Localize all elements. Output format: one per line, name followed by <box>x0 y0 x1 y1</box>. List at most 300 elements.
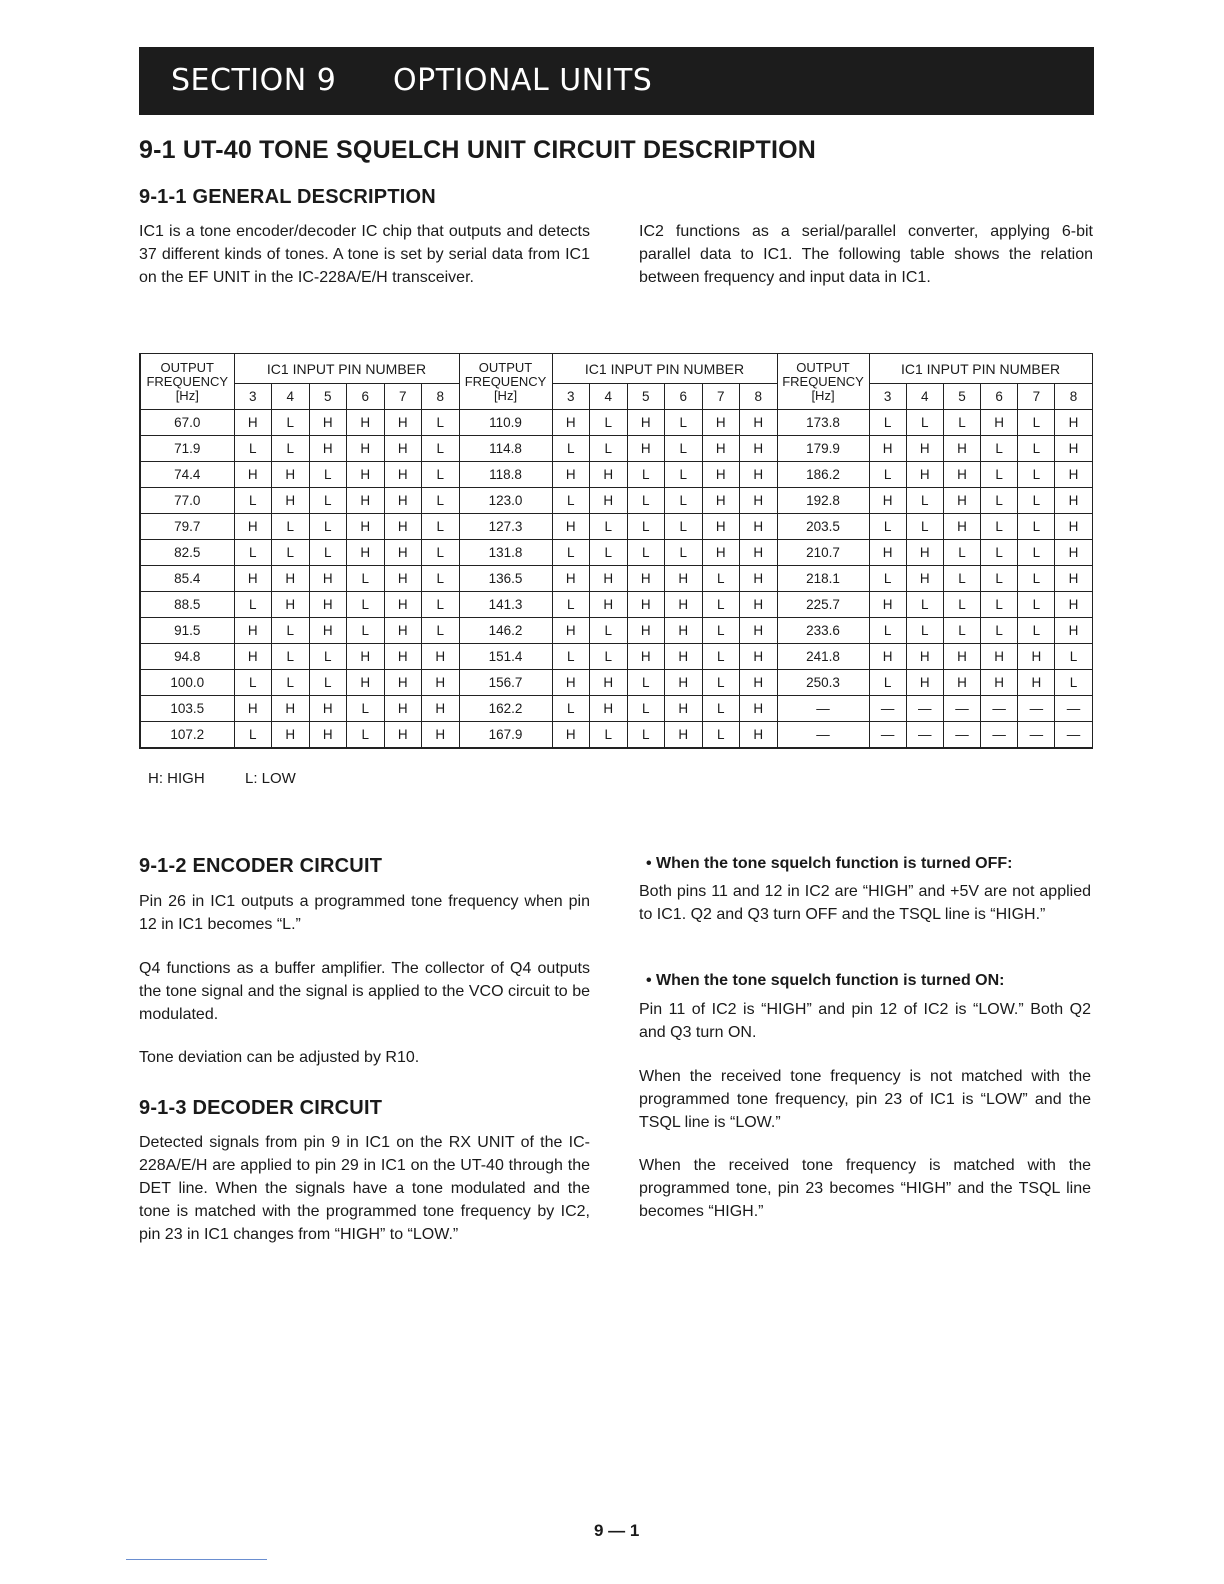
pin-level-cell: H <box>552 462 590 488</box>
frequency-cell: 82.5 <box>140 540 234 566</box>
pin-number-cell: 3 <box>869 384 906 410</box>
frequency-cell: 146.2 <box>459 618 552 644</box>
pin-level-cell: H <box>702 462 740 488</box>
pin-level-cell: H <box>384 462 422 488</box>
legend-high: H: HIGH <box>148 770 205 787</box>
pin-level-cell: H <box>1018 670 1055 696</box>
table-header-row <box>140 354 1092 384</box>
pin-level-cell: L <box>943 566 980 592</box>
pin-level-cell: H <box>384 488 422 514</box>
table-row <box>140 670 1092 696</box>
tone-frequency-table <box>139 353 1093 749</box>
frequency-cell: 103.5 <box>140 696 234 722</box>
pin-group-header: IC1 INPUT PIN NUMBER <box>552 354 777 384</box>
pin-level-cell: L <box>869 462 906 488</box>
pin-level-cell: L <box>943 410 980 436</box>
pin-number-cell: 6 <box>347 384 385 410</box>
pin-level-cell: L <box>309 540 347 566</box>
pin-level-cell: H <box>906 436 943 462</box>
pin-level-cell: L <box>627 488 665 514</box>
pin-level-cell: H <box>943 514 980 540</box>
pin-level-cell: H <box>552 722 590 749</box>
pin-level-cell: L <box>590 410 628 436</box>
pin-level-cell: H <box>347 488 385 514</box>
frequency-cell: 173.8 <box>777 410 869 436</box>
pin-level-cell: H <box>665 618 703 644</box>
encoder-paragraph-1: Pin 26 in IC1 outputs a programmed tone frequency when pin 12 in IC1 becomes “L.” <box>139 893 590 933</box>
pin-level-cell: L <box>1018 488 1055 514</box>
pin-level-cell: L <box>309 514 347 540</box>
pin-level-cell: H <box>552 618 590 644</box>
pin-level-cell: H <box>740 488 778 514</box>
pin-level-cell: H <box>422 644 460 670</box>
section-number: SECTION 9 <box>171 63 337 98</box>
tsql-on-text: Pin 11 of IC2 is “HIGH” and pin 12 of IC2 is “LOW.” Both Q2 and Q3 turn ON. <box>639 1001 1091 1041</box>
pin-level-cell: H <box>384 592 422 618</box>
pin-level-cell: H <box>384 514 422 540</box>
pin-level-cell: L <box>981 514 1018 540</box>
pin-level-cell: — <box>943 696 980 722</box>
pin-level-cell: H <box>384 722 422 749</box>
frequency-cell: 123.0 <box>459 488 552 514</box>
pin-level-cell: H <box>702 436 740 462</box>
pin-level-cell: H <box>309 436 347 462</box>
pin-level-cell: L <box>869 618 906 644</box>
frequency-cell: 71.9 <box>140 436 234 462</box>
frequency-cell: 110.9 <box>459 410 552 436</box>
pin-level-cell: H <box>1055 410 1092 436</box>
pin-level-cell: L <box>422 566 460 592</box>
frequency-cell: 162.2 <box>459 696 552 722</box>
section-header-bar <box>139 47 1094 115</box>
pin-number-cell: 5 <box>309 384 347 410</box>
table-row <box>140 488 1092 514</box>
pin-level-cell: L <box>1018 566 1055 592</box>
pin-level-cell: L <box>590 722 628 749</box>
pin-level-cell: H <box>740 462 778 488</box>
pin-level-cell: H <box>590 592 628 618</box>
pin-level-cell: H <box>740 540 778 566</box>
pin-level-cell: H <box>309 566 347 592</box>
pin-level-cell: H <box>869 644 906 670</box>
pin-level-cell: L <box>869 514 906 540</box>
freq-header: OUTPUT FREQUENCY [Hz] <box>777 354 869 410</box>
pin-level-cell: H <box>665 644 703 670</box>
pin-number-row <box>140 384 1092 410</box>
frequency-cell: 210.7 <box>777 540 869 566</box>
decoder-paragraph: Detected signals from pin 9 in IC1 on the RX UNIT of the IC-228A/E/H are applied to pin 29 in IC1 on the UT-40 through the DET line. When the signals have a tone modulated and the tone is matched with the programmed tone frequency by IC2, pin 23 in IC1 changes from “HIGH” to “LOW.” <box>139 1134 590 1243</box>
pin-level-cell: L <box>665 410 703 436</box>
pin-level-cell: — <box>1055 696 1092 722</box>
pin-level-cell: H <box>384 410 422 436</box>
page-title: 9-1 UT-40 TONE SQUELCH UNIT CIRCUIT DESCRIPTION <box>139 136 817 164</box>
page-number: 9 — 1 <box>594 1521 640 1540</box>
pin-level-cell: H <box>309 696 347 722</box>
pin-level-cell: L <box>234 488 272 514</box>
table-row <box>140 644 1092 670</box>
frequency-cell: 156.7 <box>459 670 552 696</box>
table-body <box>140 410 1092 749</box>
pin-level-cell: L <box>906 488 943 514</box>
frequency-cell: 233.6 <box>777 618 869 644</box>
pin-level-cell: L <box>309 462 347 488</box>
pin-level-cell: H <box>590 488 628 514</box>
pin-level-cell: L <box>702 670 740 696</box>
pin-level-cell: L <box>1018 514 1055 540</box>
pin-level-cell: L <box>552 540 590 566</box>
pin-level-cell: H <box>627 618 665 644</box>
pin-number-cell: 4 <box>906 384 943 410</box>
pin-level-cell: L <box>422 514 460 540</box>
pin-level-cell: H <box>234 566 272 592</box>
pin-level-cell: L <box>906 410 943 436</box>
pin-level-cell: H <box>384 436 422 462</box>
frequency-cell: 118.8 <box>459 462 552 488</box>
pin-number-cell: 6 <box>665 384 703 410</box>
table-row <box>140 618 1092 644</box>
pin-level-cell: H <box>552 670 590 696</box>
pin-level-cell: L <box>272 410 310 436</box>
pin-level-cell: L <box>347 566 385 592</box>
pin-level-cell: L <box>943 540 980 566</box>
frequency-cell: 131.8 <box>459 540 552 566</box>
pin-level-cell: H <box>347 410 385 436</box>
tsql-off-heading: • When the tone squelch function is turned OFF: <box>646 855 1013 872</box>
pin-level-cell: H <box>627 410 665 436</box>
pin-group-header: IC1 INPUT PIN NUMBER <box>869 354 1092 384</box>
pin-level-cell: L <box>347 722 385 749</box>
pin-level-cell: H <box>740 592 778 618</box>
frequency-cell: 67.0 <box>140 410 234 436</box>
pin-level-cell: — <box>1055 722 1092 749</box>
pin-level-cell: L <box>665 514 703 540</box>
pin-level-cell: H <box>384 618 422 644</box>
pin-level-cell: L <box>906 592 943 618</box>
pin-level-cell: H <box>422 722 460 749</box>
pin-level-cell: L <box>943 592 980 618</box>
pin-level-cell: L <box>869 566 906 592</box>
table-row <box>140 514 1092 540</box>
pin-level-cell: L <box>702 592 740 618</box>
pin-level-cell: H <box>272 462 310 488</box>
pin-level-cell: H <box>384 540 422 566</box>
pin-level-cell: L <box>702 618 740 644</box>
pin-level-cell: L <box>272 514 310 540</box>
pin-level-cell: L <box>627 696 665 722</box>
pin-level-cell: H <box>347 644 385 670</box>
pin-number-cell: 6 <box>981 384 1018 410</box>
pin-level-cell: L <box>702 696 740 722</box>
frequency-cell: 186.2 <box>777 462 869 488</box>
pin-level-cell: H <box>906 540 943 566</box>
frequency-cell: 141.3 <box>459 592 552 618</box>
pin-level-cell: H <box>906 670 943 696</box>
encoder-paragraph-2: Q4 functions as a buffer amplifier. The collector of Q4 outputs the tone signal and the signal is applied to the VCO circuit to be modulated. <box>139 960 590 1023</box>
pin-level-cell: H <box>740 410 778 436</box>
pin-level-cell: L <box>906 618 943 644</box>
pin-level-cell: L <box>552 696 590 722</box>
pin-level-cell: L <box>702 566 740 592</box>
pin-level-cell: H <box>906 644 943 670</box>
pin-level-cell: L <box>272 618 310 644</box>
pin-level-cell: L <box>347 696 385 722</box>
pin-level-cell: L <box>234 436 272 462</box>
pin-level-cell: H <box>422 670 460 696</box>
pin-level-cell: H <box>1055 618 1092 644</box>
table-row <box>140 462 1092 488</box>
pin-level-cell: L <box>1055 670 1092 696</box>
pin-level-cell: L <box>234 722 272 749</box>
frequency-cell: 225.7 <box>777 592 869 618</box>
frequency-cell: 192.8 <box>777 488 869 514</box>
section-title: OPTIONAL UNITS <box>393 63 653 98</box>
pin-level-cell: H <box>906 462 943 488</box>
pin-level-cell: L <box>1018 462 1055 488</box>
table-row <box>140 696 1092 722</box>
pin-number-cell: 7 <box>702 384 740 410</box>
pin-level-cell: H <box>627 436 665 462</box>
pin-level-cell: H <box>272 592 310 618</box>
pin-level-cell: L <box>272 644 310 670</box>
footer-rule <box>126 1559 267 1560</box>
pin-level-cell: — <box>906 696 943 722</box>
pin-level-cell: L <box>422 618 460 644</box>
pin-level-cell: H <box>384 644 422 670</box>
pin-level-cell: H <box>234 462 272 488</box>
pin-level-cell: — <box>981 696 1018 722</box>
pin-level-cell: H <box>943 670 980 696</box>
frequency-cell: 107.2 <box>140 722 234 749</box>
pin-level-cell: H <box>590 696 628 722</box>
pin-level-cell: H <box>309 618 347 644</box>
pin-number-cell: 8 <box>740 384 778 410</box>
pin-level-cell: H <box>272 696 310 722</box>
pin-level-cell: L <box>1018 410 1055 436</box>
pin-level-cell: H <box>234 696 272 722</box>
pin-level-cell: H <box>702 540 740 566</box>
pin-level-cell: L <box>422 488 460 514</box>
frequency-cell: 179.9 <box>777 436 869 462</box>
pin-level-cell: H <box>740 722 778 749</box>
pin-level-cell: L <box>1018 618 1055 644</box>
pin-level-cell: H <box>702 514 740 540</box>
frequency-cell: 151.4 <box>459 644 552 670</box>
pin-level-cell: H <box>1055 436 1092 462</box>
pin-level-cell: — <box>869 722 906 749</box>
pin-level-cell: L <box>702 644 740 670</box>
general-description-left: IC1 is a tone encoder/decoder IC chip that outputs and detects 37 different kinds of tones. A tone is set by serial data from IC1 on the EF UNIT in the IC-228A/E/H transceiver. <box>139 223 590 286</box>
pin-number-cell: 7 <box>384 384 422 410</box>
pin-level-cell: H <box>309 722 347 749</box>
table-row <box>140 566 1092 592</box>
pin-level-cell: L <box>981 618 1018 644</box>
encoder-paragraph-3: Tone deviation can be adjusted by R10. <box>139 1049 420 1066</box>
pin-level-cell: H <box>384 696 422 722</box>
pin-level-cell: H <box>740 436 778 462</box>
frequency-cell: 91.5 <box>140 618 234 644</box>
table-row <box>140 410 1092 436</box>
pin-level-cell: L <box>234 670 272 696</box>
pin-level-cell: H <box>627 566 665 592</box>
pin-level-cell: H <box>590 670 628 696</box>
frequency-cell: — <box>777 696 869 722</box>
frequency-cell: 100.0 <box>140 670 234 696</box>
pin-level-cell: L <box>590 644 628 670</box>
pin-level-cell: L <box>552 644 590 670</box>
pin-number-cell: 3 <box>234 384 272 410</box>
pin-level-cell: H <box>740 566 778 592</box>
pin-level-cell: H <box>702 488 740 514</box>
encoder-heading: 9-1-2 ENCODER CIRCUIT <box>139 855 383 877</box>
frequency-cell: 241.8 <box>777 644 869 670</box>
pin-level-cell: L <box>1018 436 1055 462</box>
pin-level-cell: L <box>272 540 310 566</box>
pin-level-cell: H <box>869 488 906 514</box>
pin-level-cell: L <box>981 462 1018 488</box>
pin-level-cell: L <box>422 540 460 566</box>
pin-level-cell: H <box>665 696 703 722</box>
pin-number-cell: 5 <box>627 384 665 410</box>
pin-level-cell: L <box>422 410 460 436</box>
frequency-cell: 114.8 <box>459 436 552 462</box>
pin-level-cell: — <box>981 722 1018 749</box>
pin-level-cell: L <box>906 514 943 540</box>
pin-level-cell: H <box>347 540 385 566</box>
pin-number-cell: 8 <box>422 384 460 410</box>
frequency-cell: 203.5 <box>777 514 869 540</box>
pin-level-cell: L <box>272 436 310 462</box>
frequency-cell: 127.3 <box>459 514 552 540</box>
pin-level-cell: L <box>234 592 272 618</box>
pin-level-cell: L <box>665 436 703 462</box>
pin-level-cell: H <box>981 644 1018 670</box>
pin-level-cell: H <box>1055 488 1092 514</box>
pin-level-cell: H <box>552 410 590 436</box>
frequency-cell: 94.8 <box>140 644 234 670</box>
pin-level-cell: H <box>627 644 665 670</box>
legend-low: L: LOW <box>245 770 296 787</box>
pin-level-cell: H <box>943 462 980 488</box>
pin-level-cell: H <box>590 566 628 592</box>
pin-level-cell: L <box>552 436 590 462</box>
table-row <box>140 722 1092 749</box>
pin-level-cell: L <box>981 488 1018 514</box>
pin-number-cell: 4 <box>272 384 310 410</box>
pin-level-cell: H <box>740 618 778 644</box>
pin-level-cell: L <box>627 722 665 749</box>
pin-level-cell: H <box>869 436 906 462</box>
pin-level-cell: L <box>422 592 460 618</box>
frequency-cell: 136.5 <box>459 566 552 592</box>
pin-level-cell: L <box>590 618 628 644</box>
pin-level-cell: L <box>981 540 1018 566</box>
pin-level-cell: H <box>234 410 272 436</box>
pin-level-cell: L <box>422 436 460 462</box>
frequency-cell: 74.4 <box>140 462 234 488</box>
frequency-cell: 77.0 <box>140 488 234 514</box>
pin-level-cell: L <box>1018 540 1055 566</box>
pin-level-cell: H <box>347 436 385 462</box>
pin-level-cell: L <box>272 670 310 696</box>
pin-level-cell: H <box>943 488 980 514</box>
pin-level-cell: L <box>627 514 665 540</box>
pin-level-cell: — <box>943 722 980 749</box>
pin-level-cell: L <box>627 670 665 696</box>
pin-level-cell: — <box>869 696 906 722</box>
freq-header: OUTPUT FREQUENCY [Hz] <box>459 354 552 410</box>
pin-level-cell: H <box>384 670 422 696</box>
not-matched-paragraph: When the received tone frequency is not matched with the programmed tone frequency, pin 23 of IC1 is “LOW” and the TSQL line is “LOW.” <box>639 1068 1091 1131</box>
pin-level-cell: H <box>590 462 628 488</box>
general-description-heading: 9-1-1 GENERAL DESCRIPTION <box>139 186 436 208</box>
pin-level-cell: H <box>981 410 1018 436</box>
pin-level-cell: L <box>590 514 628 540</box>
pin-level-cell: L <box>627 462 665 488</box>
pin-number-cell: 4 <box>590 384 628 410</box>
pin-level-cell: H <box>869 540 906 566</box>
pin-level-cell: L <box>869 410 906 436</box>
pin-level-cell: — <box>906 722 943 749</box>
pin-level-cell: L <box>981 592 1018 618</box>
frequency-cell: 79.7 <box>140 514 234 540</box>
pin-level-cell: H <box>552 514 590 540</box>
pin-level-cell: H <box>665 670 703 696</box>
pin-level-cell: H <box>665 722 703 749</box>
pin-level-cell: L <box>1055 644 1092 670</box>
frequency-cell: 167.9 <box>459 722 552 749</box>
pin-level-cell: H <box>943 436 980 462</box>
freq-header: OUTPUT FREQUENCY [Hz] <box>140 354 234 410</box>
pin-level-cell: L <box>981 436 1018 462</box>
table-row <box>140 540 1092 566</box>
decoder-heading: 9-1-3 DECODER CIRCUIT <box>139 1097 383 1119</box>
pin-level-cell: L <box>309 488 347 514</box>
pin-level-cell: L <box>665 488 703 514</box>
pin-level-cell: L <box>627 540 665 566</box>
pin-level-cell: H <box>627 592 665 618</box>
pin-level-cell: H <box>347 670 385 696</box>
pin-level-cell: L <box>702 722 740 749</box>
table-row <box>140 592 1092 618</box>
pin-number-cell: 7 <box>1018 384 1055 410</box>
pin-level-cell: L <box>1018 592 1055 618</box>
pin-level-cell: H <box>1055 566 1092 592</box>
pin-group-header: IC1 INPUT PIN NUMBER <box>234 354 459 384</box>
frequency-cell: — <box>777 722 869 749</box>
pin-number-cell: 8 <box>1055 384 1092 410</box>
pin-level-cell: H <box>234 618 272 644</box>
pin-level-cell: H <box>1018 644 1055 670</box>
frequency-cell: 88.5 <box>140 592 234 618</box>
pin-level-cell: L <box>590 436 628 462</box>
pin-level-cell: L <box>981 566 1018 592</box>
pin-level-cell: L <box>422 462 460 488</box>
pin-level-cell: L <box>552 592 590 618</box>
pin-level-cell: H <box>702 410 740 436</box>
pin-level-cell: H <box>234 514 272 540</box>
pin-level-cell: H <box>740 670 778 696</box>
pin-level-cell: H <box>665 566 703 592</box>
pin-level-cell: L <box>347 592 385 618</box>
pin-number-cell: 5 <box>943 384 980 410</box>
pin-level-cell: H <box>272 566 310 592</box>
pin-level-cell: L <box>309 644 347 670</box>
general-description-right: IC2 functions as a serial/parallel converter, applying 6-bit parallel data to IC1. The following table shows the relation between frequency and input data in IC1. <box>639 223 1093 286</box>
pin-level-cell: L <box>309 670 347 696</box>
pin-level-cell: H <box>869 592 906 618</box>
tsql-off-text: Both pins 11 and 12 in IC2 are “HIGH” and +5V are not applied to IC1. Q2 and Q3 turn OFF and the TSQL line is “HIGH.” <box>639 883 1091 923</box>
pin-level-cell: L <box>665 540 703 566</box>
